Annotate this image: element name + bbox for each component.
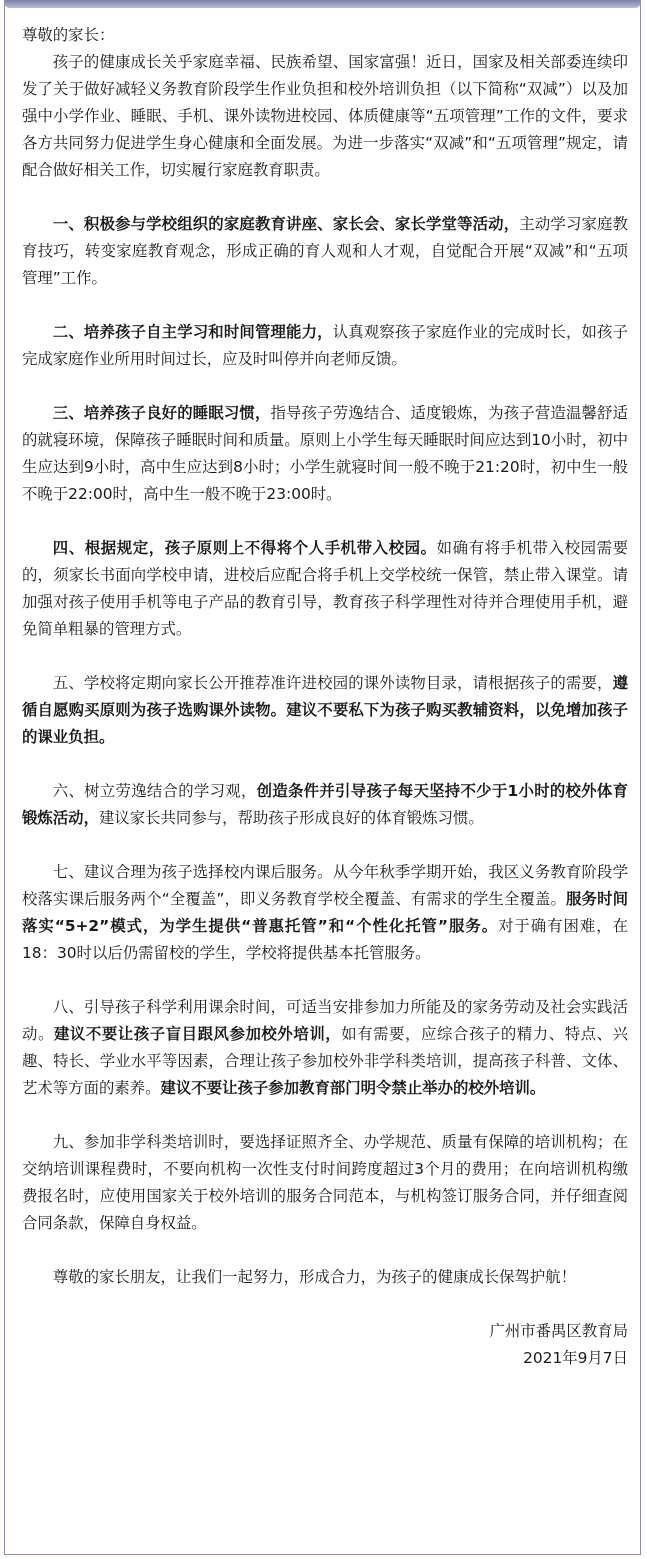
signature-org: 广州市番禺区教育局	[489, 1322, 628, 1340]
item-7-bold: 服务时间落实“5+2”模式，为学生提供“普惠托管”和“个性化托管”服务。	[22, 890, 628, 935]
item-8-text: 如有需要，应综合孩子的精力、特点、兴趣、特长、学业水平等因素，合理让孩子参加校外非学科类培训，提高孩子科普、文体、艺术等方面的素养。	[22, 1025, 628, 1097]
item-2-bold: 二、培养孩子自主学习和时间管理能力，	[52, 323, 333, 341]
signature-date: 2021年9月7日	[523, 1349, 628, 1367]
item-3-text: 指导孩子劳逸结合、适度锻炼，为孩子营造温馨舒适的就寝环境，保障孩子睡眠时间和质量。原则上小学生每天睡眠时间应达到10小时，初中生应达到9小时，高中生应达到8小时；小学生就寝时间一般不晚于21:20时，初中生一般不晚于22:00时，高中生一般不晚于23:00时。	[22, 404, 628, 503]
item-7	[22, 859, 628, 967]
item-8-bold-2: 建议不要让孩子参加教育部门明令禁止举办的校外培训。	[160, 1079, 546, 1097]
item-4-bold: 四、根据规定，孩子原则上不得将个人手机带入校园。	[52, 539, 437, 557]
item-7-text: 对于确有困难，在18：30时以后仍需留校的学生，学校将提供基本托管服务。	[22, 917, 628, 962]
notice-letter	[22, 22, 628, 1372]
closing-paragraph: 尊敬的家长朋友，让我们一起努力，形成合力，为孩子的健康成长保驾护航！	[52, 1268, 577, 1286]
item-5-lead: 五、学校将定期向家长公开推荐准许进校园的课外读物目录，请根据孩子的需要，	[52, 674, 613, 692]
item-6-text: 建议家长共同参与，帮助孩子形成良好的体育锻炼习惯。	[98, 809, 484, 827]
item-9-lead: 九、参加非学科类培训时，要选择证照齐全、办学规范、质量有保障的培训机构；在交纳培训课程费时，不要向机构一次性支付时间跨度超过3个月的费用；在向培训机构缴费报名时，应使用国家关于校外培训的服务合同范本，与机构签订服务合同，并仔细查阅合同条款，保障自身权益。	[22, 1133, 628, 1232]
item-6-bold: 创造条件并引导孩子每天坚持不少于1小时的校外体育锻炼活动，	[22, 782, 628, 827]
item-3-bold: 三、培养孩子良好的睡眠习惯，	[52, 404, 271, 422]
top-edge-tab	[4, 0, 641, 8]
item-4	[22, 535, 628, 643]
item-4-text: 如确有将手机带入校园需要的，须家长书面向学校申请，进校后应配合将手机上交学校统一保管，禁止带入课堂。请加强对孩子使用手机等电子产品的教育引导，教育孩子科学理性对待并合理使用手机，避免简单粗暴的管理方式。	[22, 539, 628, 638]
item-1-bold: 一、积极参与学校组织的家庭教育讲座、家长会、家长学堂等活动，	[52, 215, 520, 233]
item-3	[22, 400, 628, 508]
item-6-lead: 六、树立劳逸结合的学习观，	[52, 782, 257, 800]
item-8-bold: 建议不要让孩子盲目跟风参加校外培训，	[53, 1025, 342, 1043]
item-8	[22, 994, 628, 1102]
item-1	[22, 211, 628, 292]
item-9	[22, 1129, 628, 1237]
intro-paragraph: 孩子的健康成长关乎家庭幸福、民族希望、国家富强！近日，国家及相关部委连续印发了关于做好减轻义务教育阶段学生作业负担和校外培训负担（以下简称“双减”）以及加强中小学作业、睡眠、手机、课外读物进校园、体质健康等“五项管理”工作的文件，要求各方共同努力促进学生身心健康和全面发展。为进一步落实“双减”和“五项管理”规定，请配合做好相关工作，切实履行家庭教育职责。	[22, 53, 628, 179]
greeting: 尊敬的家长：	[22, 26, 115, 44]
item-6	[22, 778, 628, 832]
item-8-lead: 八、引导孩子科学利用课余时间，可适当安排参加力所能及的家务劳动及社会实践活动。	[22, 998, 628, 1043]
signature-block	[22, 1318, 628, 1372]
item-2	[22, 319, 628, 373]
item-1-text: 主动学习家庭教育技巧，转变家庭教育观念，形成正确的育人观和人才观，自觉配合开展“双减”和“五项管理”工作。	[22, 215, 628, 287]
item-7-lead: 七、建议合理为孩子选择校内课后服务。从今年秋季学期开始，我区义务教育阶段学校落实课后服务两个“全覆盖”，即义务教育学校全覆盖、有需求的学生全覆盖。	[22, 863, 628, 908]
item-5	[22, 670, 628, 751]
item-5-bold: 遵循自愿购买原则为孩子选购课外读物。建议不要私下为孩子购买教辅资料，以免增加孩子的课业负担。	[22, 674, 628, 746]
item-2-text: 认真观察孩子家庭作业的完成时长，如孩子完成家庭作业所用时间过长，应及时叫停并向老师反馈。	[22, 323, 628, 368]
